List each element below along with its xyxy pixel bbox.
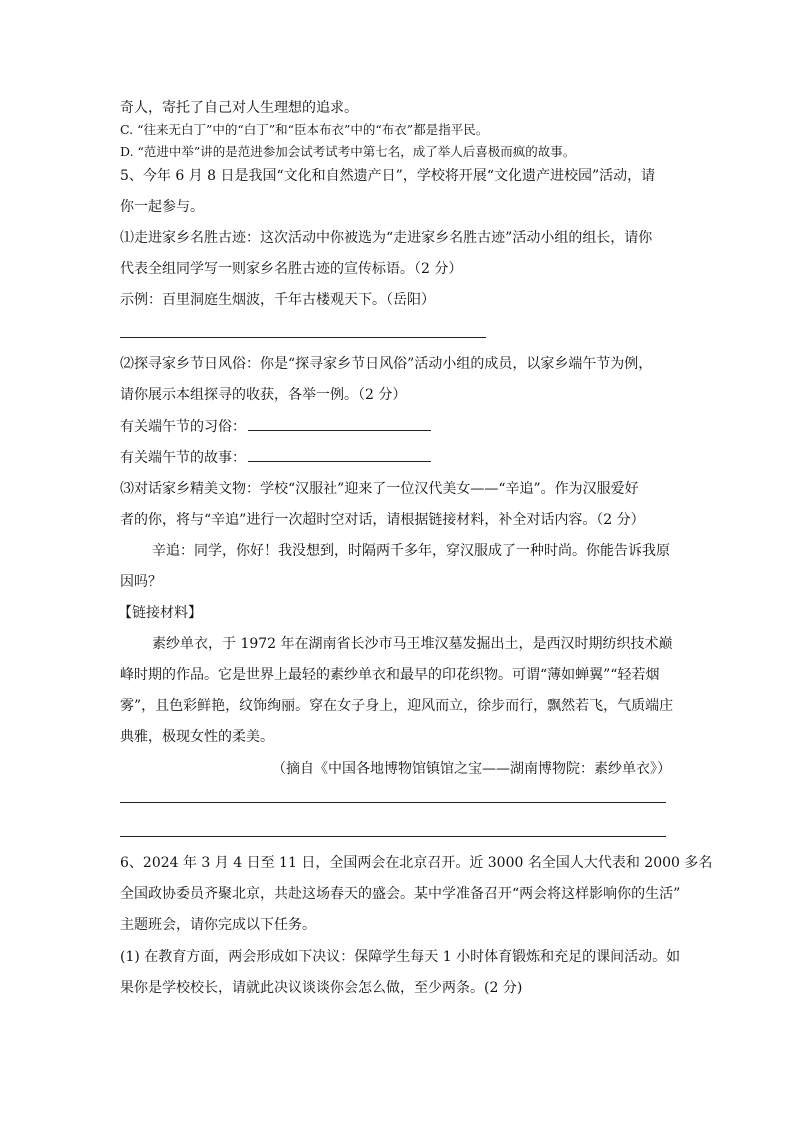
material-paragraph: 素纱单衣，于 1972 年在湖南省长沙市马王堆汉墓发掘出土，是西汉时期纺织技术巅 <box>152 636 673 652</box>
text-line: 你一起参与。 <box>120 199 204 215</box>
option-c: C. “往来无白丁”中的“白丁”和“臣本布衣”中的“布衣”都是指平民。 <box>120 122 489 137</box>
text-line: 果你是学校校长，请就此决议谈谈你会怎么做，至少两条。(2 分) <box>120 980 523 996</box>
text-line: 者的你，将与“辛追”进行一次超时空对话，请根据链接材料，补全对话内容。（2 分） <box>120 512 645 528</box>
text-line: 峰时期的作品。它是世界上最轻的素纱单衣和最早的印花织物。可谓“薄如蝉翼”“轻若烟 <box>120 667 660 683</box>
custom-label-text: 有关端午节的习俗： <box>120 419 246 435</box>
text-line: 全国政协委员齐聚北京，共赴这场春天的盛会。某中学准备召开“两会将这样影响你的生活” <box>120 886 681 902</box>
question-6-title: 6、2024 年 3 月 4 日至 11 日，全国两会在北京召开。近 3000 名全国人大代表和 2000 多名 <box>120 855 713 871</box>
material-heading: 【链接材料】 <box>118 605 202 621</box>
custom-label <box>120 416 431 437</box>
custom-answer-line[interactable] <box>248 416 431 431</box>
dialogue-line: 辛追：同学，你好！我没想到，时隔两千多年，穿汉服成了一种时尚。你能告诉我原 <box>152 543 670 559</box>
text-line: 代表全组同学写一则家乡名胜古迹的宣传标语。（2 分） <box>120 261 463 277</box>
subquestion-6-1: (1) 在教育方面，两会形成如下决议：保障学生每天 1 小时体育锻炼和充足的课间活动。如 <box>120 949 681 965</box>
story-answer-line[interactable] <box>248 447 431 462</box>
option-d: D. “范进中举”讲的是范进参加会试考试考中第七名，成了举人后喜极而疯的故事。 <box>120 144 576 159</box>
subquestion-1: ⑴走进家乡名胜古迹：这次活动中你被选为“走进家乡名胜古迹”活动小组的组长，请你 <box>120 230 653 246</box>
text-line: 雾”，且色彩鲜艳，纹饰绚丽。穿在女子身上，迎风而立，徐步而行，飘然若飞，气质端庄 <box>120 698 674 714</box>
answer-line[interactable] <box>120 836 666 837</box>
question-5-title: 5、今年 6 月 8 日是我国“文化和自然遗产日”，学校将开展“文化遗产进校园”活动，请 <box>120 168 656 184</box>
text-line: 请你展示本组探寻的收获，各举一例。（2 分） <box>120 387 407 403</box>
answer-line[interactable] <box>120 337 486 338</box>
answer-line[interactable] <box>120 802 666 803</box>
text-line: 典雅，极现女性的柔美。 <box>120 729 274 745</box>
subquestion-2: ⑵探寻家乡节日风俗：你是“探寻家乡节日风俗”活动小组的成员，以家乡端午节为例， <box>120 356 653 372</box>
text-line: 主题班会，请你完成以下任务。 <box>120 917 316 933</box>
text-line: 因吗？ <box>120 574 162 590</box>
material-source: （摘自《中国各地博物馆镇馆之宝——湖南博物院：素纱单衣》） <box>272 761 671 777</box>
story-label <box>120 447 431 468</box>
example-line: 示例：百里洞庭生烟波，千年古楼观天下。（岳阳） <box>120 292 435 308</box>
text-line: 奇人，寄托了自己对人生理想的追求。 <box>120 100 358 116</box>
subquestion-3: ⑶对话家乡精美文物：学校“汉服社”迎来了一位汉代美女——“辛追”。作为汉服爱好 <box>120 481 639 497</box>
story-label-text: 有关端午节的故事： <box>120 450 246 466</box>
